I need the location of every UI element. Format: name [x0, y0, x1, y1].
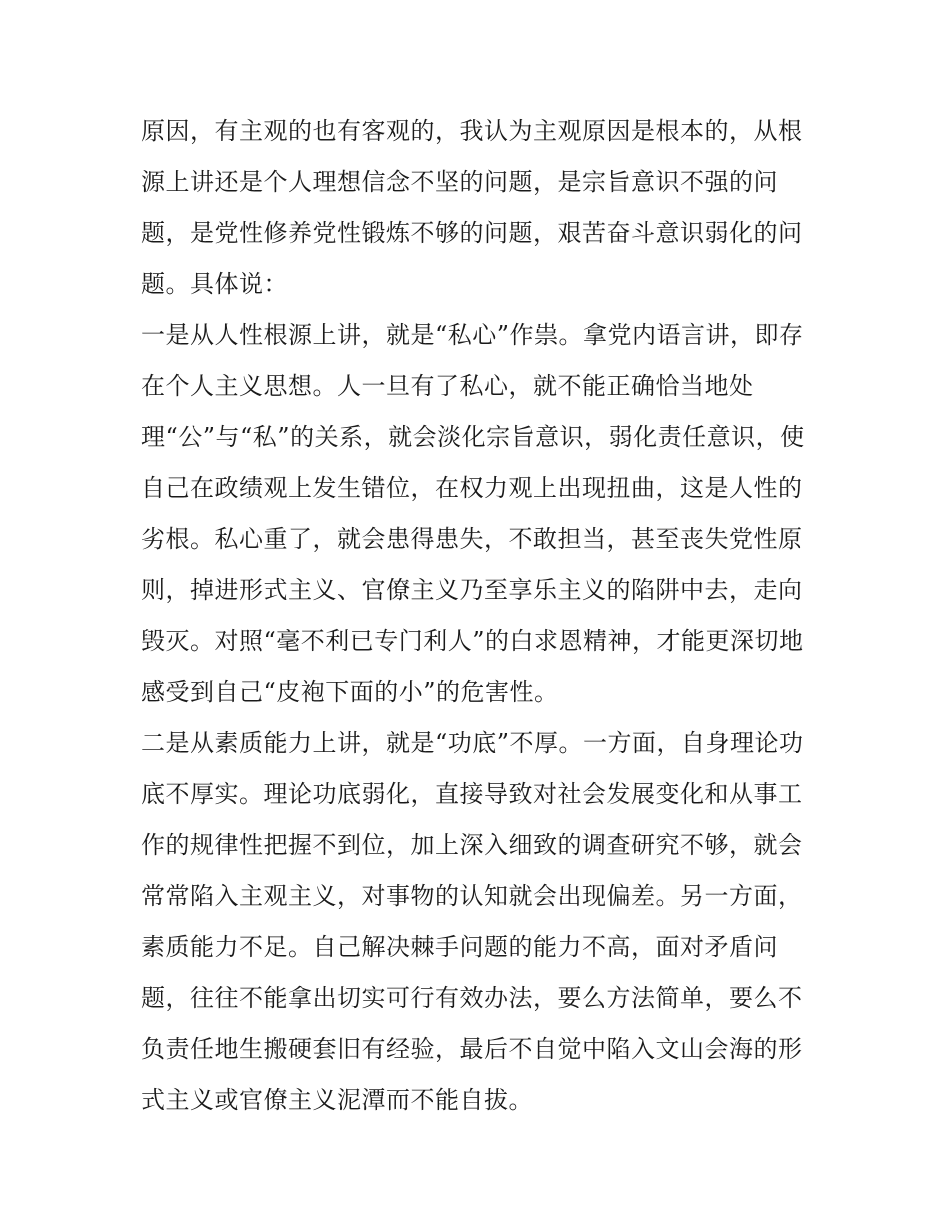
text-line: 劣根。私心重了，就会患得患失，不敢担当，甚至丧失党性原 — [141, 525, 803, 553]
text-line: 负责任地生搬硬套旧有经验，最后不自觉中陷入文山会海的形 — [141, 1035, 803, 1063]
text-line: 作的规律性把握不到位，加上深入细致的调查研究不够，就会 — [141, 831, 803, 859]
document-body — [141, 109, 821, 1129]
text-line: 自己在政绩观上发生错位，在权力观上出现扭曲，这是人性的 — [141, 474, 803, 502]
text-line: 素质能力不足。自己解决棘手问题的能力不高，面对矛盾问 — [141, 933, 778, 961]
text-line: 题，往往不能拿出切实可行有效办法，要么方法简单，要么不 — [141, 984, 803, 1012]
text-line: 式主义或官僚主义泥潭而不能自拔。 — [141, 1086, 533, 1114]
text-line: 感受到自己“皮袍下面的小”的危害性。 — [141, 678, 559, 706]
text-line: 底不厚实。理论功底弱化，直接导致对社会发展变化和从事工 — [141, 780, 803, 808]
text-line: 源上讲还是个人理想信念不坚的问题，是宗旨意识不强的问 — [141, 168, 778, 196]
text-line: 理“公”与“私”的关系，就会淡化宗旨意识，弱化责任意识，使 — [141, 423, 805, 451]
text-line: 一是从人性根源上讲，就是“私心”作祟。拿党内语言讲，即存 — [141, 321, 804, 349]
text-line: 在个人主义思想。人一旦有了私心，就不能正确恰当地处 — [141, 372, 754, 400]
text-line: 毁灭。对照“毫不利已专门利人”的白求恩精神，才能更深切地 — [141, 627, 804, 655]
text-line: 题。具体说： — [141, 270, 288, 298]
text-line: 原因，有主观的也有客观的，我认为主观原因是根本的，从根 — [141, 117, 803, 145]
text-line: 二是从素质能力上讲，就是“功底”不厚。一方面，自身理论功 — [141, 729, 804, 757]
text-line: 题，是党性修养党性锻炼不够的问题，艰苦奋斗意识弱化的问 — [141, 219, 803, 247]
text-line: 常常陷入主观主义，对事物的认知就会出现偏差。另一方面， — [141, 882, 803, 910]
text-line: 则，掉进形式主义、官僚主义乃至享乐主义的陷阱中去，走向 — [141, 576, 803, 604]
